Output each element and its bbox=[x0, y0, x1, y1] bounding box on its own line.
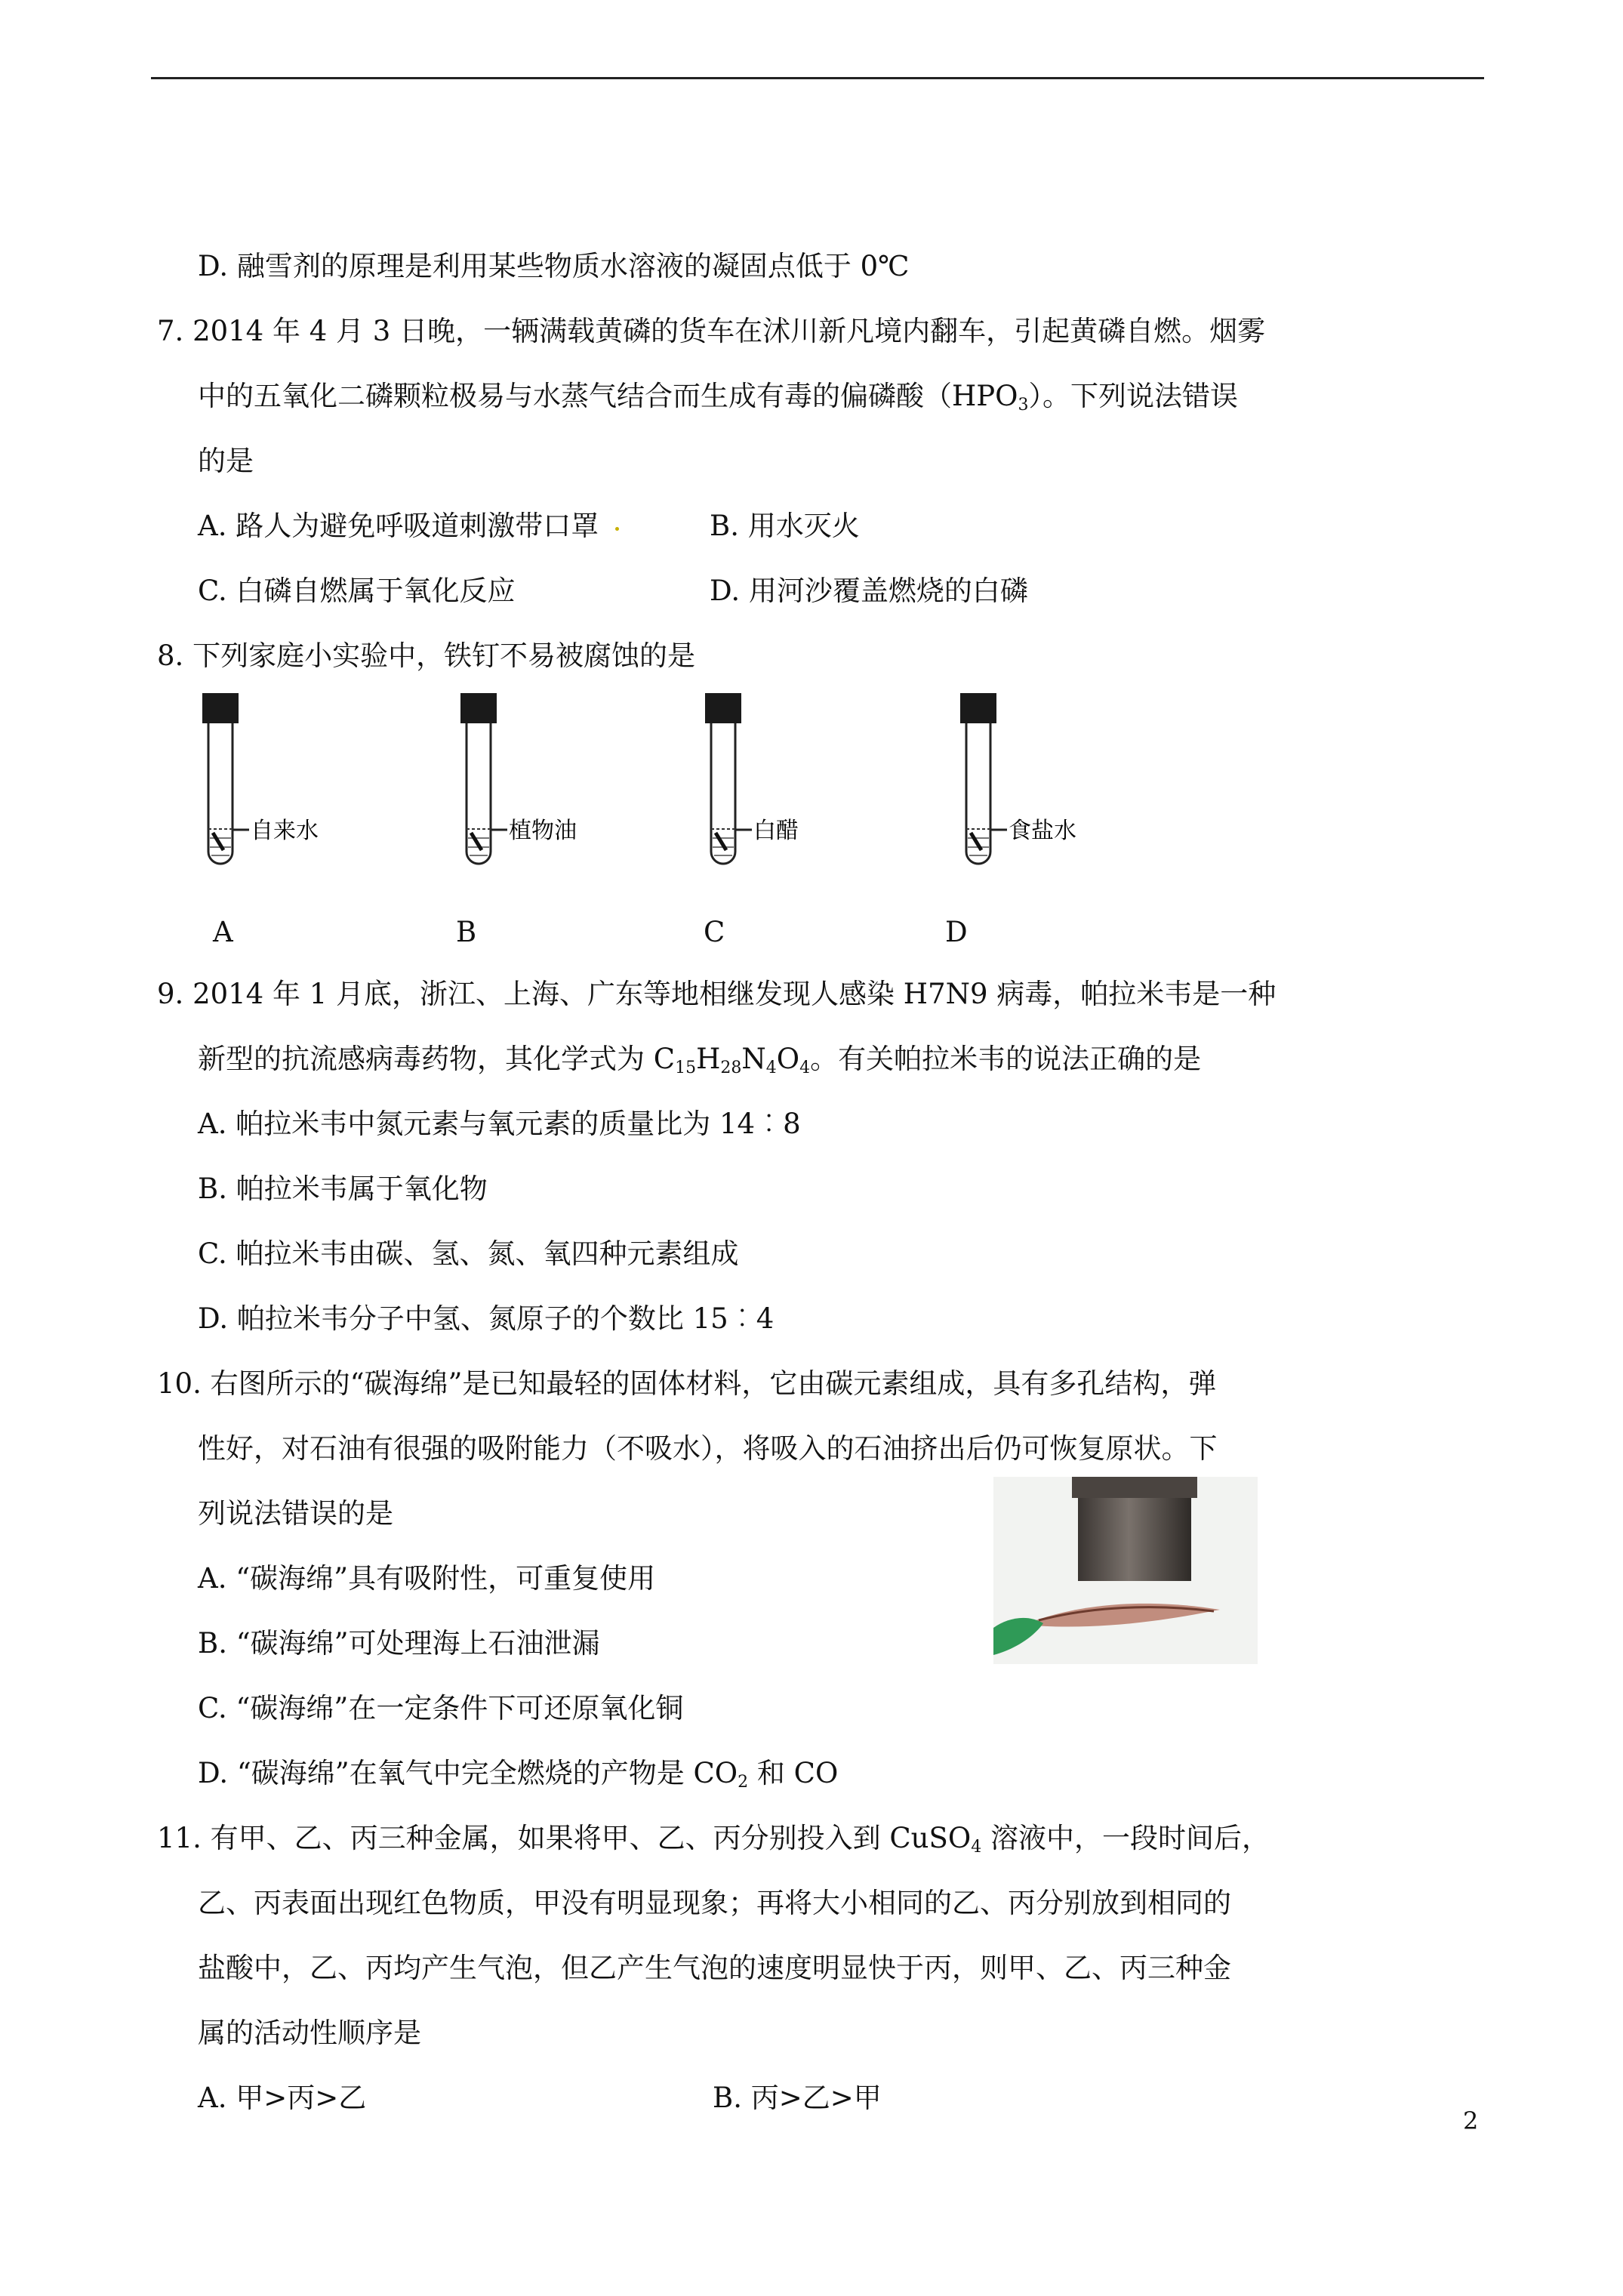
test-tube-c-figure bbox=[701, 693, 874, 889]
q11-option-b: B. 丙>乙>甲 bbox=[713, 2082, 882, 2114]
q11-stem-line4: 属的活动性顺序是 bbox=[198, 2017, 421, 2049]
q10-option-c: C. “碳海绵”在一定条件下可还原氧化铜 bbox=[198, 1692, 684, 1724]
q7-option-c: C. 白磷自燃属于氧化反应 bbox=[198, 575, 516, 607]
tube-label-c: 白醋 bbox=[753, 818, 799, 844]
tube-label-b: 植物油 bbox=[509, 818, 577, 844]
q11-option-a: A. 甲>丙>乙 bbox=[198, 2082, 367, 2114]
q11-stem-line3: 盐酸中，乙、丙均产生气泡，但乙产生气泡的速度明显快于丙，则甲、乙、丙三种金 bbox=[198, 1952, 1231, 1984]
q10-option-b: B. “碳海绵”可处理海上石油泄漏 bbox=[198, 1627, 600, 1660]
q8-stem: 8. 下列家庭小实验中，铁钉不易被腐蚀的是 bbox=[157, 639, 696, 672]
q7-option-b: B. 用水灭火 bbox=[710, 510, 860, 542]
stopper-icon bbox=[202, 693, 239, 723]
q9-option-a: A. 帕拉米韦中氮元素与氧元素的质量比为 14︰8 bbox=[198, 1108, 801, 1140]
q9-option-d: D. 帕拉米韦分子中氢、氮原子的个数比 15︰4 bbox=[198, 1302, 775, 1335]
tube-letter-d: D bbox=[945, 916, 968, 948]
q10-stem-line2: 性好，对石油有很强的吸附能力（不吸水），将吸入的石油挤出后仍可恢复原状。下 bbox=[198, 1432, 1218, 1465]
q11-stem-line1: 11. 有甲、乙、丙三种金属，如果将甲、乙、丙分别投入到 CuSO$_4$ 溶液中，一段时间后， bbox=[157, 1822, 1270, 1857]
tube-label-d: 食盐水 bbox=[1009, 818, 1076, 844]
q9-stem-line2: 新型的抗流感病毒药物，其化学式为 $C_{15}H_{28}N_4O_4$。有关帕拉米韦的说法正确的是 bbox=[198, 1043, 1202, 1077]
carbon-sponge-photo bbox=[993, 1477, 1258, 1664]
q9-stem-line1: 9. 2014 年 1 月底，浙江、上海、广东等地相继发现人感染 H7N9 病毒，帕拉米韦是一种 bbox=[157, 978, 1277, 1010]
page-number: 2 bbox=[1463, 2106, 1479, 2135]
stopper-icon bbox=[960, 693, 996, 723]
test-tube-b-figure bbox=[456, 693, 630, 889]
test-tube-a-figure bbox=[198, 693, 371, 889]
tube-letter-b: B bbox=[456, 916, 477, 948]
stopper-icon bbox=[705, 693, 741, 723]
tube-label-a: 自来水 bbox=[251, 818, 319, 844]
q9-option-c: C. 帕拉米韦由碳、氢、氮、氧四种元素组成 bbox=[198, 1237, 739, 1270]
green-glove-icon bbox=[993, 1618, 1043, 1655]
tube-letter-a: A bbox=[213, 916, 233, 948]
q10-option-a: A. “碳海绵”具有吸附性，可重复使用 bbox=[198, 1562, 656, 1595]
q7-option-a: A. 路人为避免呼吸道刺激带口罩 bbox=[198, 507, 622, 545]
q6-option-d: D. 融雪剂的原理是利用某些物质水溶液的凝固点低于 0℃ bbox=[198, 250, 910, 282]
q7-stem-line3: 的是 bbox=[198, 445, 254, 477]
stray-mark bbox=[615, 527, 619, 531]
test-tube-d-figure bbox=[956, 693, 1129, 889]
header-rule bbox=[151, 77, 1484, 79]
q10-option-d: D. “碳海绵”在氧气中完全燃烧的产物是 $CO_2$ 和 CO bbox=[198, 1757, 839, 1792]
q9-option-b: B. 帕拉米韦属于氧化物 bbox=[198, 1173, 488, 1205]
stopper-icon bbox=[460, 693, 497, 723]
tube-letter-c: C bbox=[704, 916, 725, 948]
q10-stem-line3: 列说法错误的是 bbox=[198, 1497, 393, 1530]
carbon-sponge-image bbox=[993, 1477, 1258, 1664]
q7-stem-line2: 中的五氧化二磷颗粒极易与水蒸气结合而生成有毒的偏磷酸$(HPO_3)$。下列说法错误 bbox=[198, 380, 1238, 415]
q7-option-d: D. 用河沙覆盖燃烧的白磷 bbox=[710, 575, 1028, 607]
q11-stem-line2: 乙、丙表面出现红色物质，甲没有明显现象；再将大小相同的乙、丙分别放到相同的 bbox=[198, 1887, 1231, 1919]
q10-stem-line1: 10. 右图所示的“碳海绵”是已知最轻的固体材料，它由碳元素组成，具有多孔结构，弹 bbox=[157, 1367, 1217, 1400]
q7-stem-line1: 7. 2014 年 4 月 3 日晚，一辆满载黄磷的货车在沭川新凡境内翻车，引起黄磷自燃。烟雾 bbox=[157, 315, 1266, 347]
